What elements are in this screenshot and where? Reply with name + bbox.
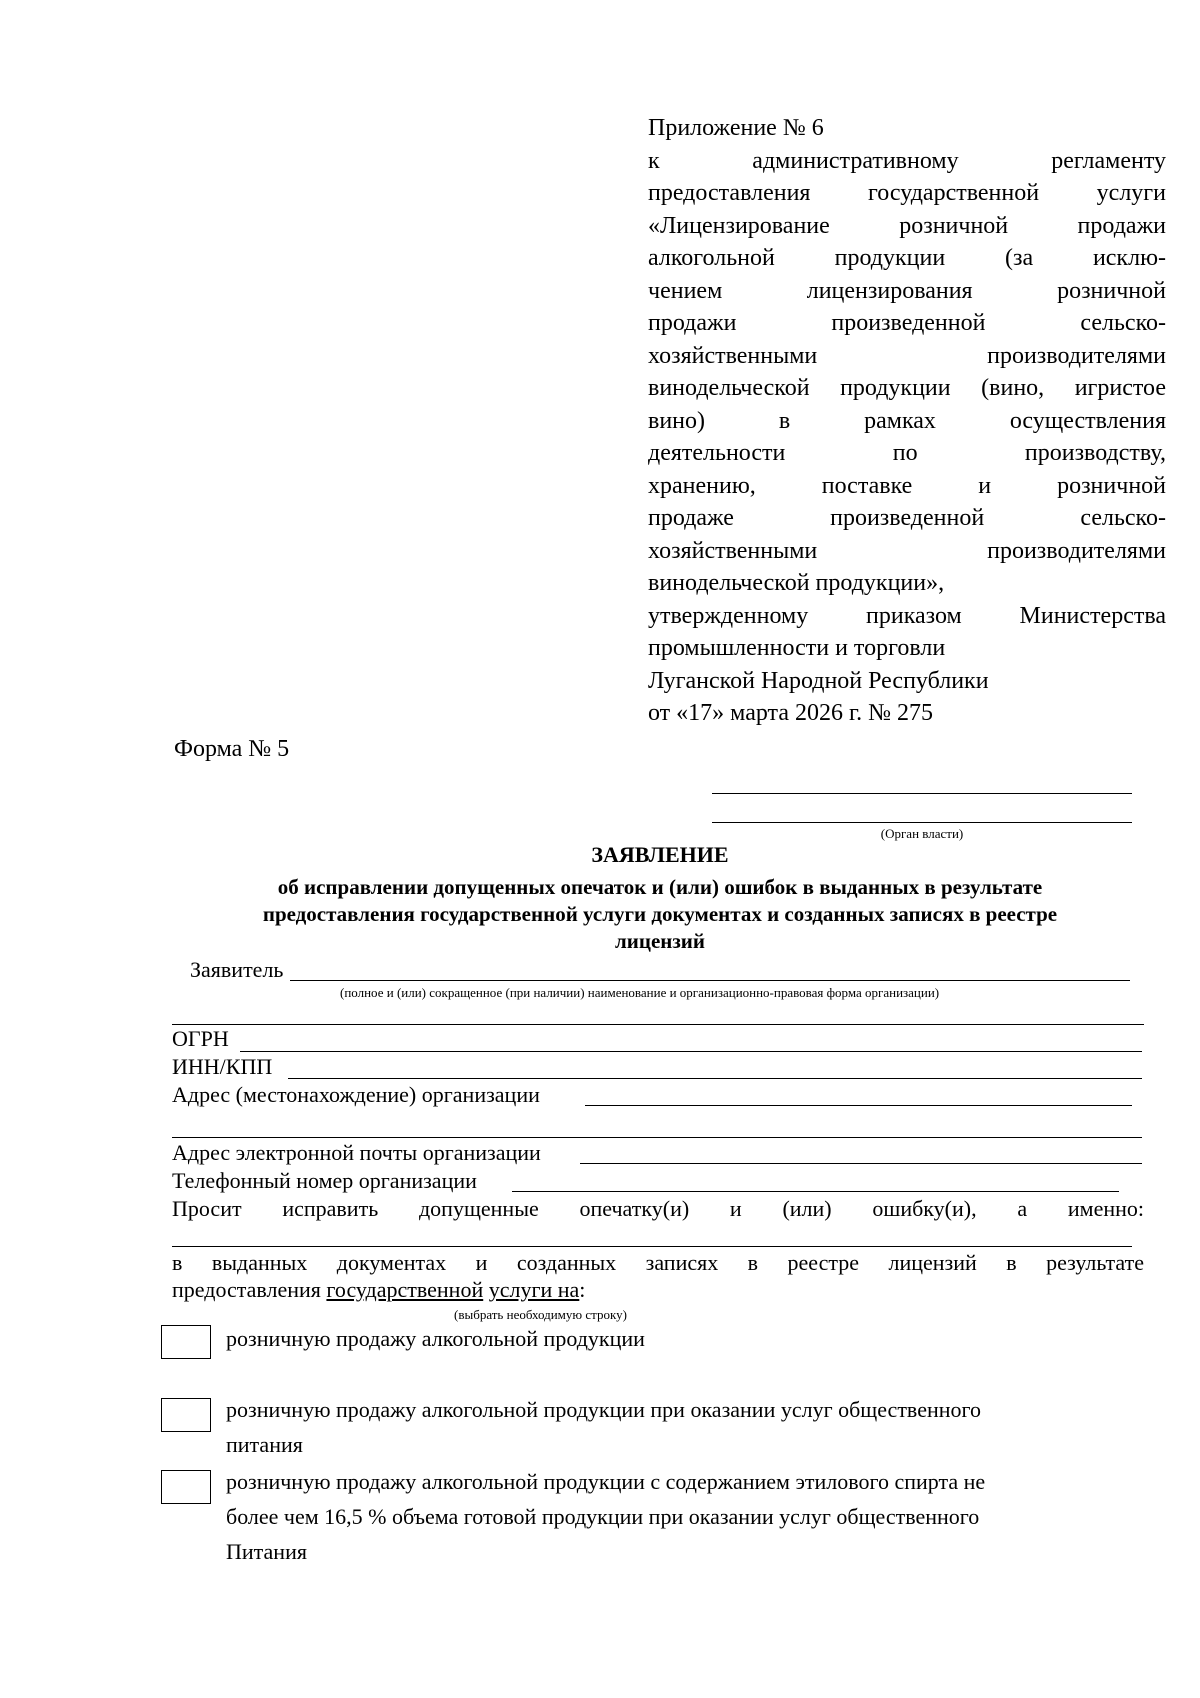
document-subtitle-line: об исправлении допущенных опечаток и (или) ошибок в выданных в результате xyxy=(277,875,1043,899)
document-subtitle-line: предоставления государственной услуги документах и созданных записях в реестре xyxy=(262,902,1058,926)
appendix-line: деятельности по производству, xyxy=(648,440,1166,466)
email-label: Адрес электронной почты организации xyxy=(172,1140,541,1165)
address-label: Адрес (местонахождение) организации xyxy=(172,1082,540,1107)
address-field-line-2[interactable] xyxy=(172,1137,1142,1138)
request-text-underlined: государственной xyxy=(326,1277,484,1302)
authority-caption: (Орган власти) xyxy=(880,826,964,841)
appendix-line: алкогольной продукции (за исклю- xyxy=(648,245,1166,271)
phone-label: Телефонный номер организации xyxy=(172,1168,477,1193)
request-text: : xyxy=(579,1277,586,1302)
appendix-line: винодельческой продукции (вино, игристое xyxy=(648,375,1166,401)
appendix-line: чением лицензирования розничной xyxy=(648,277,1166,304)
option-checkbox[interactable] xyxy=(161,1325,211,1359)
option-label: розничную продажу алкогольной продукции xyxy=(226,1326,645,1351)
appendix-line: винодельческой продукции», xyxy=(648,570,945,596)
document-subtitle-line: лицензий xyxy=(614,929,706,953)
request-line: в выданных документах и созданных записях в реестре лицензий в результате xyxy=(172,1250,1144,1275)
email-field-line[interactable] xyxy=(580,1163,1142,1164)
authority-field-line[interactable] xyxy=(712,822,1132,823)
document-title: ЗАЯВЛЕНИЕ xyxy=(591,842,729,867)
request-text-underlined: услуги на xyxy=(488,1277,580,1302)
authority-field-line[interactable] xyxy=(712,793,1132,794)
option-checkbox[interactable] xyxy=(161,1398,211,1432)
appendix-line: продаже произведенной сельско- xyxy=(648,505,1166,531)
appendix-line: «Лицензирование розничной продажи xyxy=(648,212,1166,239)
ogrn-field-line[interactable] xyxy=(240,1051,1142,1052)
ogrn-label: ОГРН xyxy=(172,1026,229,1051)
inn-kpp-label: ИНН/КПП xyxy=(172,1054,273,1079)
appendix-line: Приложение № 6 xyxy=(648,115,824,141)
request-line xyxy=(172,1277,585,1303)
appendix-line: хозяйственными производителями xyxy=(648,537,1166,564)
option-label: Питания xyxy=(226,1539,307,1564)
appendix-line: от «17» марта 2026 г. № 275 xyxy=(648,700,933,726)
appendix-line: утвержденному приказом Министерства xyxy=(648,602,1166,629)
appendix-line: хозяйственными производителями xyxy=(648,342,1166,369)
option-label: розничную продажу алкогольной продукции с содержанием этилового спирта не xyxy=(226,1469,986,1494)
select-caption: (выбрать необходимую строку) xyxy=(454,1307,627,1322)
option-label: питания xyxy=(226,1432,303,1457)
appendix-line: к административному регламенту xyxy=(648,147,1166,174)
appendix-line: промышленности и торговли xyxy=(648,635,946,661)
appendix-line: хранению, поставке и розничной xyxy=(648,472,1166,499)
request-field-line[interactable] xyxy=(172,1246,1132,1247)
applicant-caption: (полное и (или) сокращенное (при наличии) наименование и организационно-правовая форма организации) xyxy=(340,985,940,1000)
appendix-line: вино) в рамках осуществления xyxy=(648,407,1166,434)
appendix-line: продажи произведенной сельско- xyxy=(648,310,1166,336)
applicant-label: Заявитель xyxy=(190,957,284,982)
appendix-block xyxy=(648,112,1166,730)
address-field-line[interactable] xyxy=(585,1105,1132,1106)
appendix-line: Луганской Народной Республики xyxy=(648,667,989,694)
option-label: розничную продажу алкогольной продукции при оказании услуг общественного xyxy=(226,1397,981,1422)
form-number: Форма № 5 xyxy=(174,736,290,762)
applicant-field-line-2[interactable] xyxy=(172,1024,1144,1025)
applicant-field-line[interactable] xyxy=(290,980,1130,981)
request-text: предоставления xyxy=(172,1277,327,1302)
option-checkbox[interactable] xyxy=(161,1470,211,1504)
request-line: Просит исправить допущенные опечатку(и) и (или) ошибку(и), а именно: xyxy=(172,1196,1144,1221)
option-label: более чем 16,5 % объема готовой продукции при оказании услуг общественного xyxy=(226,1504,980,1529)
inn-kpp-field-line[interactable] xyxy=(288,1078,1142,1079)
appendix-line: предоставления государственной услуги xyxy=(648,180,1166,206)
phone-field-line[interactable] xyxy=(512,1191,1119,1192)
